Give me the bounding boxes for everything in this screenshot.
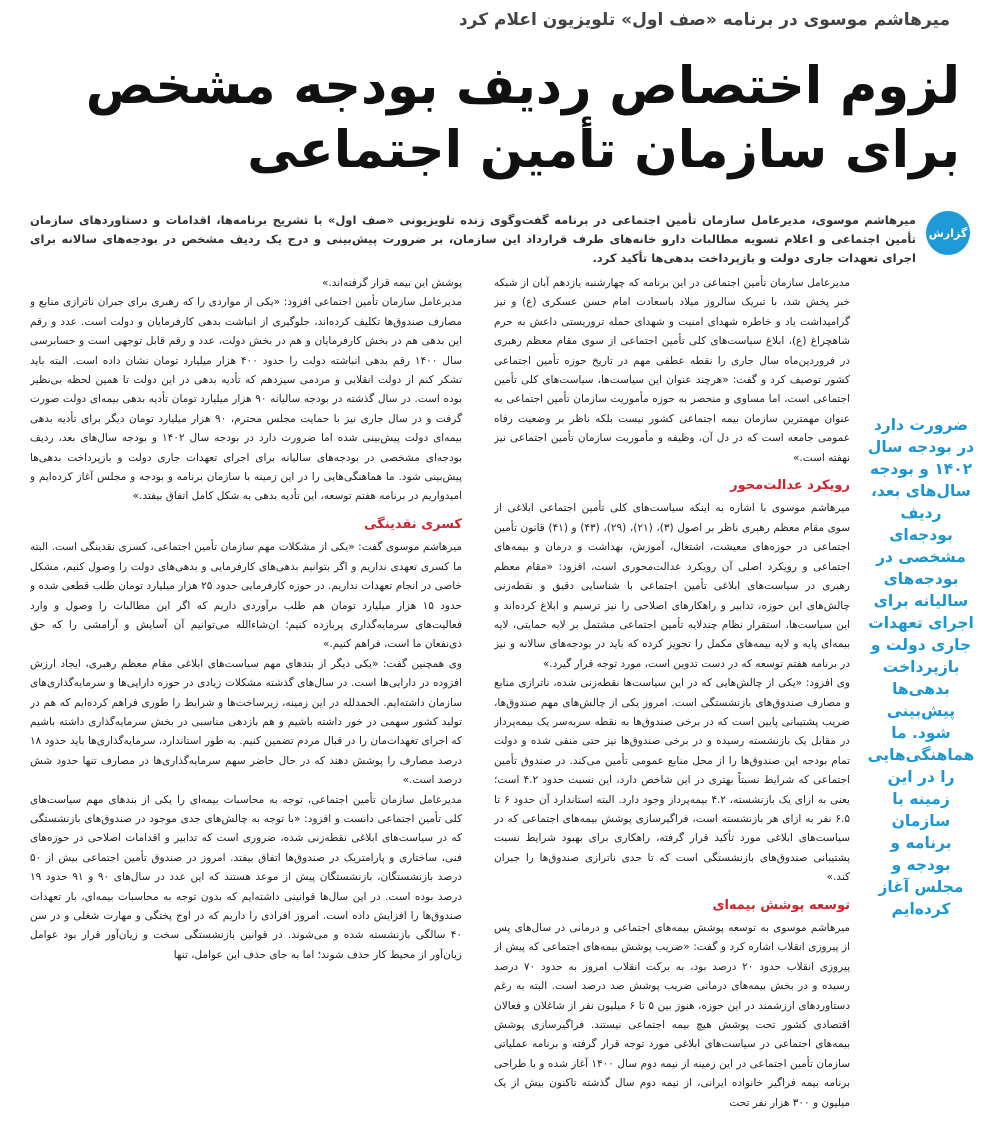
kicker: میرهاشم موسوی در برنامه «صف اول» تلویزیون اعلام کرد: [458, 10, 950, 30]
paragraph: مدیرعامل سازمان تأمین اجتماعی افزود: «یکی از مواردی را که رهبری برای جبران ناترازی منابع و مصارف صندوق‌ها تکلیف کرده‌اند، جلوگیری از انباشت بدهی کارفرمایان و دولت است. عدد و رقم این بدهی هم در بخش کارفرمایان و هم در بخش دولت، عدد و رقم قابل توجهی است و حسابرسی سال ۱۴۰۰ رقم بدهی انباشته دولت را حدود ۴۰۰ هزار میلیارد تومان نشان داده است. البته باید تشکر کنم از دولت انقلابی و مردمی سیزدهم که تأدیه بدهی در این دولت تا همین لحظه بی‌نظیر بوده است. در سال گذشته در بودجه سالیانه ۹۰ هزار میلیارد تومان تأدیه بدهی بیمه‌ای دولت صورت گرفت و در سال جاری نیز با حمایت مجلس محترم، ۹۰ هزار میلیارد تومان دیگر برای تأدیه بدهی بیمه‌ای دولت پیش‌بینی شده اما ضرورت دارد در بودجه سال ۱۴۰۲ و بودجه سال‌های بعد، ردیف بودجه‌ای مشخصی در بودجه‌های سالیانه برای اجرای تعهدات جاری دولت و بازپرداخت بدهی‌ها پیش‌بینی شود. ما هماهنگی‌هایی را در این زمینه با سازمان برنامه و بودجه و مجلس آغاز کرده‌ایم و امیدواریم در برنامه هفتم توسعه، این تأدیه بدهی به شکل کامل اتفاق بیفتد.»: [30, 296, 462, 503]
paragraph: میرهاشم موسوی با اشاره به اینکه سیاست‌های کلی تأمین اجتماعی ابلاغی از سوی مقام معظم رهبری ناظر بر اصول (۳)، (۲۱)، (۲۹)، (۴۳) و (۴۱) قانون تأمین اجتماعی در حوزه‌های معیشت، اشتغال، آموزش، بهداشت و درمان و بیمه‌های اجتماعی و رویکرد اصلی آن رویکرد عدالت‌محوری است، افزود: «مقام معظم رهبری در سیاست‌های ابلاغی تأمین اجتماعی با شناسایی دقیق و نقطه‌زنی چالش‌های این حوزه، تدابیر و راهکارهای اصلاحی را نیز ترسیم و ابلاغ کرده‌اند و این سیاست‌ها، استقرار نظام چندلایه تأمین اجتماعی مشتمل بر لایه حمایتی، لایه بیمه‌ای پایه و لایه بیمه‌های مکمل را تجویز کرده که باید در بودجه‌های سالانه و نیز در برنامه هفتم توسعه که در دست تدوین است، مورد توجه قرار گیرد.»: [494, 502, 850, 670]
report-badge: گزارش: [926, 211, 970, 255]
pull-quote: ضرورت دارد در بودجه سال ۱۴۰۲ و بودجه سال‌های بعد، ردیف بودجه‌ای مشخصی در بودجه‌های سالیانه برای اجرای تعهدات جاری دولت و بازپرداخت بدهی‌ها پیش‌بینی شود. ما هماهنگی‌هایی را در این زمینه با سازمان برنامه و بودجه و مجلس آغاز کرده‌ایم: [867, 416, 975, 918]
paragraph: وی همچنین گفت: «یکی دیگر از بندهای مهم سیاست‌های ابلاغی مقام معظم رهبری، ایجاد ارزش افزوده در دارایی‌ها است. در سال‌های گذشته مشکلات زیادی در حوزه دارایی‌ها و سرمایه‌گذاری‌های سازمان داشته‌ایم. الحمدلله در این زمینه، زیرساخت‌ها و شرایط را طوری فراهم کرده‌ایم که هم در تولید کشور سهمی در خور داشته باشیم و هم بازدهی مناسبی در بخش سرمایه‌گذاری داشته باشیم که اجرای تعهدات‌مان را در قبال مردم تضمین کنیم. به طور استاندارد، سرمایه‌گذاری‌ها باید حدود ۱۸ درصد مصارف را پوشش دهند که در حال حاضر سهم سرمایه‌گذاری‌ها در مصارف تنها حدود شش درصد است.»: [30, 657, 462, 787]
headline: لزوم اختصاص ردیف بودجه مشخص برای سازمان تأمین اجتماعی: [85, 57, 960, 180]
paragraph: پوشش این بیمه قرار گرفته‌اند.»: [321, 277, 462, 289]
paragraph: مدیرعامل سازمان تأمین اجتماعی در این برنامه که چهارشنبه یازدهم آبان از شبکه خبر پخش شد، با تبریک سالروز میلاد باسعادت امام حسن عسکری (ع) و نیز گرامیداشت یاد و خاطره شهدای امنیت و شهدای حمله تروریستی داعش به حرم شاهچراغ (ع)، ابلاغ سیاست‌های کلی تأمین اجتماعی از سوی مقام معظم رهبری در فروردین‌ماه سال جاری را نقطه عطفی مهم در تاریخ حوزه تأمین اجتماعی کشور توصیف کرد و گفت: «هرچند عنوان این سیاست‌ها، سیاست‌های کلی تأمین اجتماعی است، اما مساوی و منحصر به حوزه مأموریت سازمان تأمین اجتماعی به عنوان مهمترین سازمان بیمه اجتماعی کشور نیست بلکه ناظر بر وضعیت رفاه عمومی جامعه است که در دل آن، وظیفه و مأموریت سازمان تأمین اجتماعی نیز نهفته است.»: [494, 277, 850, 464]
paragraph: وی افزود: «یکی از چالش‌هایی که در این سیاست‌ها نقطه‌زنی شده، ناترازی منابع و مصارف صندوق‌های بازنشستگی است. امروز یکی از چالش‌های مهم صندوق‌ها، ضریب پشتیبانی پایین است که در برخی صندوق‌ها به نقطه سربه‌سر یک بیمه‌پرداز در مقابل یک بازنشسته رسیده و در برخی صندوق‌ها نیز حتی منفی شده و دولت تمام بودجه این صندوق‌ها را از محل منابع عمومی تأمین می‌کند. در صندوق تأمین اجتماعی که شرایط نسبتاً بهتری در این شاخص دارد، این نسبت حدود ۴.۲ است؛ یعنی به ازای یک بازنشسته، ۴.۲ بیمه‌پرداز وجود دارد. البته استاندارد آن حدود ۶ تا ۶.۵ نفر به ازای هر بازنشسته است، فراگیرسازی پوشش بیمه‌های اجتماعی که در سیاست‌های ابلاغی مورد تأکید قرار گرفته، راهکاری برای بهبود شرایط نسبت پشتیبانی صندوق‌های بازنشستگی است که تا حدی ناترازی صندوق‌ها را جبران کند.»: [494, 677, 850, 884]
right-column: [494, 274, 850, 1134]
subheading: رویکرد عدالت‌محور: [730, 478, 850, 494]
subheading: توسعه پوشش بیمه‌ای: [712, 897, 850, 913]
paragraph: مدیرعامل سازمان تأمین اجتماعی، توجه به محاسبات بیمه‌ای را یکی از بندهای مهم سیاست‌های کلی تأمین اجتماعی دانست و افزود: «با توجه به چالش‌های جدی موجود در صندوق‌های بازنشستگی که در سیاست‌های ابلاغی نقطه‌زنی شده، ضروری است که تدابیر و اقدامات اصلاحی در حوزه‌های فنی، ساختاری و پارامتریک در صندوق‌ها اتفاق بیفتد. امروز در صندوق تأمین اجتماعی بیش از ۵۰ درصد بازنشستگان، بازنشستگان پیش از موعد هستند که این عدد در سال‌های ۹۰ و ۹۱ حدود ۱۹ درصد بوده است. در این سال‌ها قوانینی داشته‌ایم که بدون توجه به محاسبات بیمه‌ای، بار تعهدات صندوق‌ها را افزایش داده است. امروز افرادی را داریم که در اوج پختگی و مهارت شغلی و در سن ۴۰ سالگی بازنشسته شده و می‌شوند. در قوانین بازنشستگی سخت و زیان‌آور قرار بود عوامل زیان‌آور از محیط کار حذف شوند؛ اما به جای حذف این عوامل، تنها: [30, 793, 462, 961]
paragraph: میرهاشم موسوی گفت: «یکی از مشکلات مهم سازمان تأمین اجتماعی، کسری نقدینگی است. البته ما کسری تعهدی نداریم و اگر بتوانیم بدهی‌های کارفرمایی و بدهی‌های دولت را وصول کنیم، مشکل خاصی در انجام تعهدات نداریم. در حوزه کارفرمایی حدود ۲۵ هزار میلیارد تومان طلب قطعی شده و حدود ۱۵ هزار میلیارد تومان هم طلب برآوردی داریم که اگر این مطالبات را وصول و وارد فعالیت‌های سرمایه‌گذاری پربازده کنیم؛ ان‌شاءالله می‌توانیم آن آسایش و آرامشی را که حق ذی‌نفعان ما است، فراهم کنیم.»: [30, 541, 462, 651]
lead-paragraph: میرهاشم موسوی، مدیرعامل سازمان تأمین اجتماعی در برنامه گفت‌وگوی زنده تلویزیونی «صف اول» با تشریح برنامه‌ها، اقدامات و دستاوردهای سازمان تأمین اجتماعی و اعلام تسویه مطالبات دارو خانه‌های طرف قرارداد این سازمان، بر ضرورت پیش‌بینی و درج یک ردیف مشخص در بودجه‌های سالانه برای اجرای تعهدات جاری دولت و بازپرداخت بدهی‌ها تأکید کرد.: [30, 213, 916, 265]
subheading: کسری نقدینگی: [364, 516, 462, 532]
paragraph: میرهاشم موسوی به توسعه پوشش بیمه‌های اجتماعی و درمانی در سال‌های پس از پیروزی انقلاب اشاره کرد و گفت: «ضریب پوشش بیمه‌های اجتماعی که پیش از پیروزی انقلاب حدود ۲۰ درصد بود، به برکت انقلاب امروز به حدود ۷۰ درصد رسیده و در بخش بیمه‌های درمانی ضریب پوشش صد درصد است. البته به رغم دستاوردهای ارزشمند در این حوزه، هنوز بین ۵ تا ۶ میلیون نفر از شاغلان و فعالان اقتصادی کشور تحت پوشش هیچ بیمه اجتماعی نیستند. فراگیرسازی پوشش بیمه‌های اجتماعی در سیاست‌های ابلاغی مورد توجه قرار گرفته و برنامه عملیاتی سازمان تأمین اجتماعی در این زمینه از نیمه دوم سال ۱۴۰۰ آغاز شده و با طراحی برنامه بیمه فراگیر خانواده ایرانی، از نیمه دوم سال گذشته تاکنون بیش از یک میلیون و ۳۰۰ هزار نفر تحت: [494, 922, 850, 1109]
left-column: [30, 274, 462, 1134]
